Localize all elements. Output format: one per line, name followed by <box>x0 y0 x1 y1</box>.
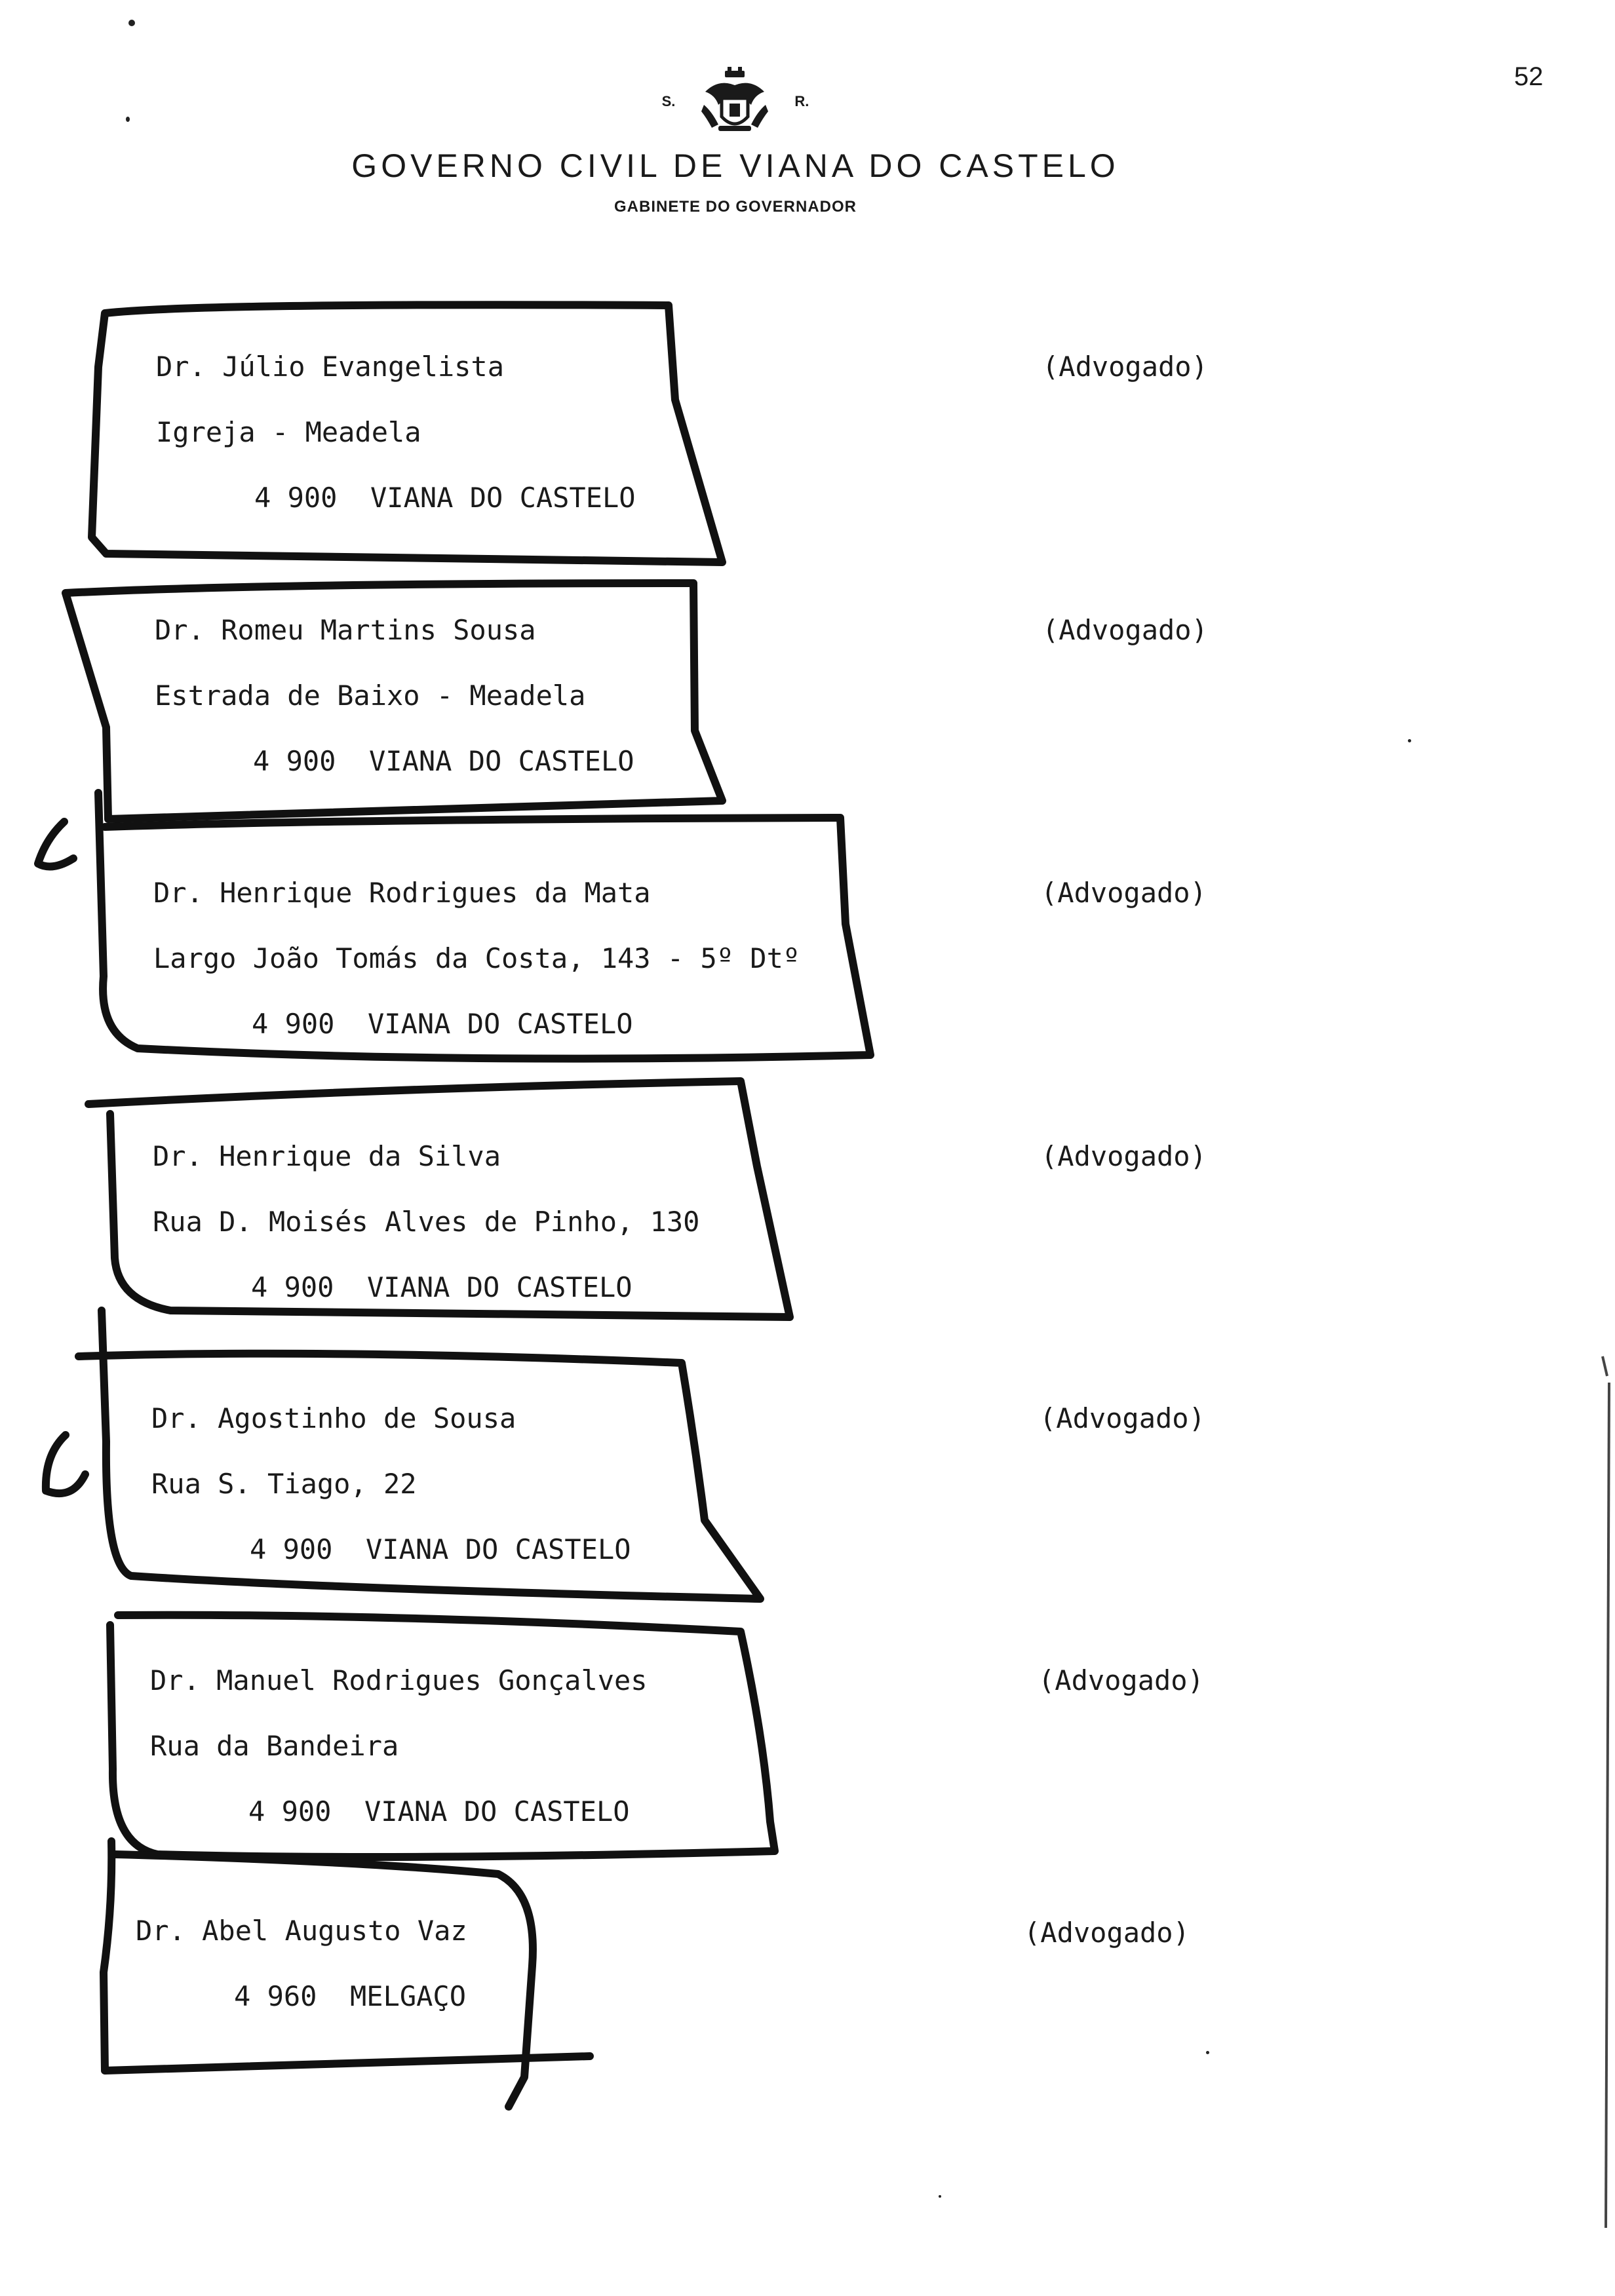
entry-name: Dr. Henrique da Silva <box>153 1140 501 1172</box>
entry-city: 4 900 VIANA DO CASTELO <box>248 1795 630 1827</box>
entry-address: Largo João Tomás da Costa, 143 - 5º Dtº <box>153 942 800 974</box>
entry-address: Rua S. Tiago, 22 <box>151 1468 417 1500</box>
entry-address: Rua da Bandeira <box>150 1730 399 1762</box>
entry-city: 4 900 VIANA DO CASTELO <box>250 1533 631 1565</box>
organization-name: GOVERNO CIVIL DE VIANA DO CASTELO <box>351 147 1119 184</box>
entry-profession: (Advogado) <box>1042 614 1208 646</box>
office-name: GABINETE DO GOVERNADOR <box>613 198 857 216</box>
entry-address: Igreja - Meadela <box>156 416 421 448</box>
entry-city: 4 900 VIANA DO CASTELO <box>253 745 634 777</box>
entry-profession: (Advogado) <box>1041 1140 1207 1172</box>
scan-speck <box>1206 2051 1209 2054</box>
entry-profession: (Advogado) <box>1038 1664 1204 1696</box>
scan-speck <box>939 2195 941 2198</box>
entry-city: 4 960 MELGAÇO <box>234 1980 467 2012</box>
entry-name: Dr. Manuel Rodrigues Gonçalves <box>150 1664 648 1696</box>
entry-city: 4 900 VIANA DO CASTELO <box>252 1008 633 1040</box>
scan-speck <box>128 20 135 26</box>
entry-address: Estrada de Baixo - Meadela <box>155 679 586 712</box>
seal-row <box>0 66 1615 138</box>
entry-name: Dr. Abel Augusto Vaz <box>136 1915 467 1947</box>
entry-name: Dr. Romeu Martins Sousa <box>155 614 536 646</box>
entry-name: Dr. Henrique Rodrigues da Mata <box>153 877 651 909</box>
scan-speck <box>1408 739 1411 742</box>
entry-address: Rua D. Moisés Alves de Pinho, 130 <box>153 1206 700 1238</box>
seal-left-letter: S. <box>661 93 676 109</box>
coat-of-arms-icon <box>699 66 771 138</box>
scan-speck <box>126 117 130 122</box>
entry-name: Dr. Júlio Evangelista <box>156 351 505 383</box>
entry-name: Dr. Agostinho de Sousa <box>151 1402 516 1434</box>
entry-city: 4 900 VIANA DO CASTELO <box>251 1271 632 1303</box>
entry-city: 4 900 VIANA DO CASTELO <box>254 482 636 514</box>
letterhead <box>0 66 1615 216</box>
entry-profession: (Advogado) <box>1042 351 1208 383</box>
entry-profession: (Advogado) <box>1024 1917 1190 1949</box>
entry-profession: (Advogado) <box>1040 1402 1205 1434</box>
page-number: 52 <box>1514 62 1544 91</box>
seal-right-letter: R. <box>794 93 809 109</box>
entry-profession: (Advogado) <box>1041 877 1207 909</box>
